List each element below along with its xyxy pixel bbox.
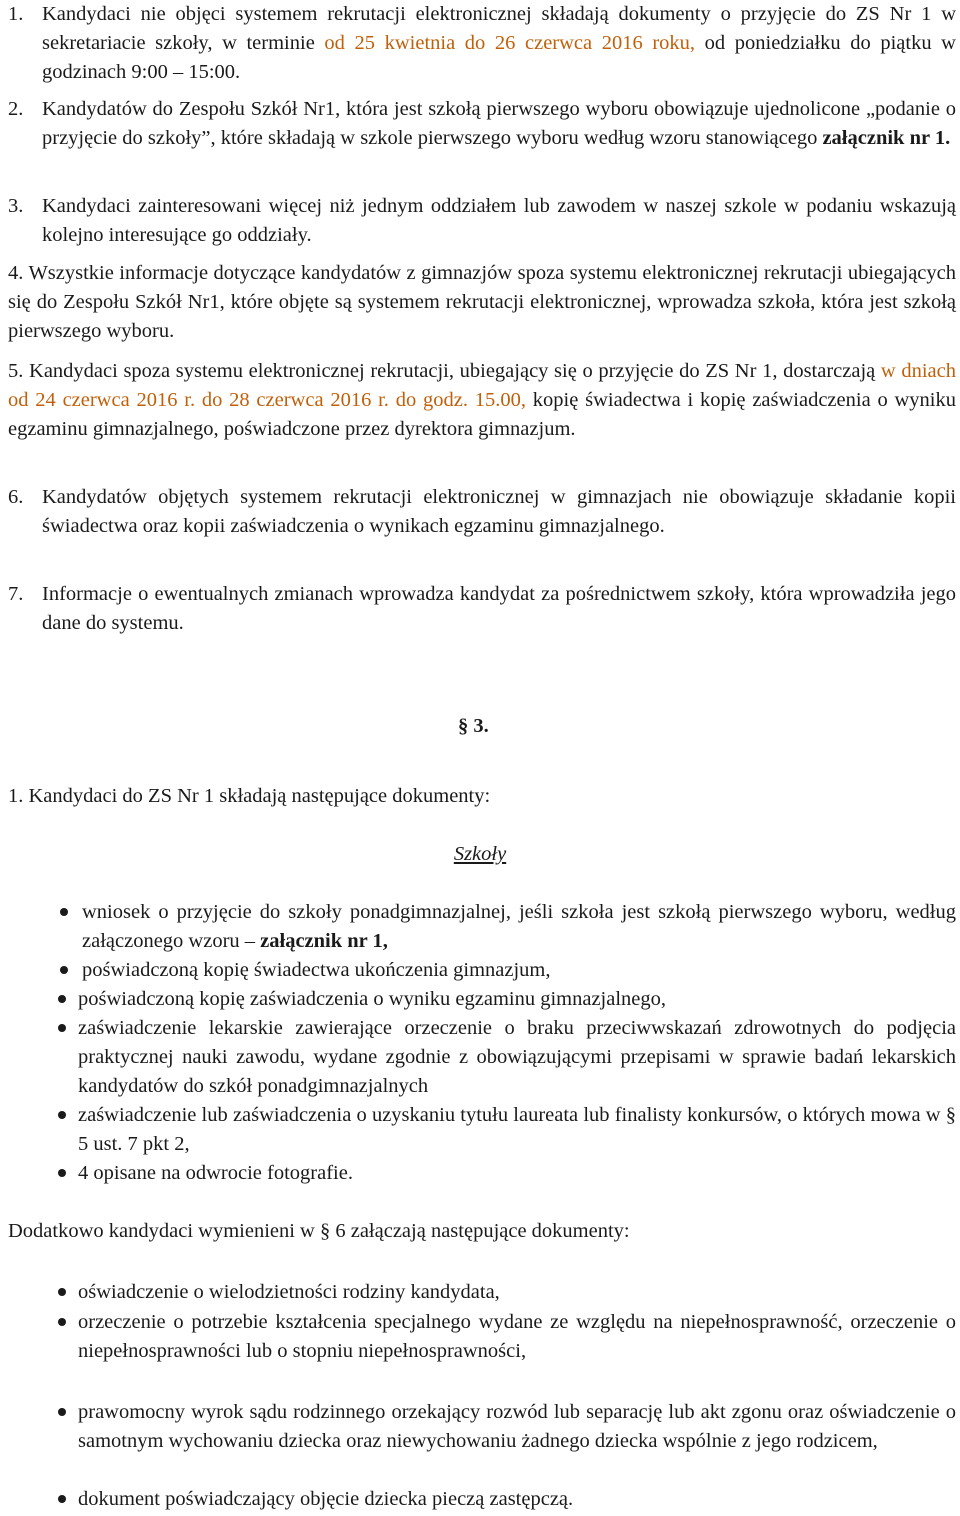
numbered-paragraph: [8, 357, 956, 444]
paragraph-text: Kandydaci spoza systemu elektronicznej rekrutacji, ubiegający się o przyjęcie do ZS Nr 1, dostarczają: [29, 360, 881, 382]
bullet-icon: [58, 1169, 66, 1177]
paragraph-text: Kandydatów do Zespołu Szkół Nr1, która jest szkołą pierwszego wyboru obowiązuje ujednolicone „podanie o przyjęcie do szkoły”, które składają w szkole pierwszego wyboru według wzoru stanowiącego: [42, 98, 956, 149]
bullet-icon: [60, 966, 68, 974]
numbered-paragraph: [42, 0, 956, 87]
numbered-paragraph: Kandydaci zainteresowani więcej niż jednym oddziałem lub zawodem w naszej szkole w podaniu wskazują kolejno interesujące go oddziały.: [42, 195, 956, 246]
attachment-reference: załącznik nr 1,: [260, 930, 388, 952]
paragraph-text: kopię świadectwa i kopię zaświadczenia o wyniku egzaminu gimnazjalnego, poświadczone przez dyrektora gimnazjum.: [8, 389, 956, 440]
list-item: [82, 898, 956, 956]
list-item: zaświadczenie lub zaświadczenia o uzyskaniu tytułu laureata lub finalisty konkursów, o których mowa w § 5 ust. 7 pkt 2,: [78, 1104, 956, 1155]
item-number: 5.: [8, 360, 24, 382]
list-item-text: wniosek o przyjęcie do szkoły ponadgimnazjalnej, jeśli szkoła jest szkołą pierwszego wyboru, według załączonego wzoru –: [82, 901, 956, 952]
bullet-icon: [58, 1318, 66, 1326]
section-intro: 1. Kandydaci do ZS Nr 1 składają następujące dokumenty:: [8, 785, 491, 807]
paragraph-text: Kandydaci nie objęci systemem rekrutacji elektronicznej składają dokumenty o przyjęcie do ZS Nr 1 w sekretariacie szkoły, w terminie: [42, 3, 956, 54]
section-number: § 3.: [458, 715, 489, 737]
bullet-icon: [58, 1288, 66, 1296]
list-item: prawomocny wyrok sądu rodzinnego orzekający rozwód lub separację lub akt zgonu oraz oświadczenie o samotnym wychowaniu dziecka oraz niewychowaniu żadnego dziecka wspólnie z jego rodzicem,: [78, 1401, 956, 1452]
bullet-icon: [58, 1024, 66, 1032]
bullet-icon: [58, 1111, 66, 1119]
list-item: 4 opisane na odwrocie fotografie.: [78, 1162, 353, 1184]
item-number: 6.: [8, 486, 24, 508]
list-item: orzeczenie o potrzebie kształcenia specjalnego wydane ze względu na niepełnosprawność, orzeczenie o niepełnosprawności lub o stopniu niepełnosprawności,: [78, 1311, 956, 1362]
bullet-icon: [58, 1408, 66, 1416]
deadline-highlight: w dniach od 24 czerwca 2016 r. do 28 czerwca 2016 r. do godz. 15.00,: [8, 360, 956, 411]
attachment-reference: załącznik nr 1.: [822, 127, 951, 149]
paragraph-text: od poniedziałku do piątku w godzinach 9:00 – 15:00.: [42, 32, 956, 83]
item-number: 7.: [8, 583, 24, 605]
item-number: 4.: [8, 262, 24, 284]
list-item: dokument poświadczający objęcie dziecka pieczą zastępczą.: [78, 1488, 574, 1510]
list-heading: Szkoły: [453, 843, 507, 865]
numbered-paragraph: [42, 95, 956, 153]
list-item: oświadczenie o wielodzietności rodziny kandydata,: [78, 1281, 500, 1303]
item-number: 2.: [8, 98, 24, 120]
additional-intro: Dodatkowo kandydaci wymienieni w § 6 załączają następujące dokumenty:: [8, 1220, 630, 1242]
bullet-icon: [60, 908, 68, 916]
item-number: 3.: [8, 195, 24, 217]
deadline-highlight: od 25 kwietnia do 26 czerwca 2016 roku,: [324, 32, 696, 54]
numbered-paragraph: Informacje o ewentualnych zmianach wprowadza kandydat za pośrednictwem szkoły, która wprowadziła jego dane do systemu.: [42, 583, 956, 634]
numbered-paragraph: [8, 259, 956, 346]
list-item: poświadczoną kopię świadectwa ukończenia gimnazjum,: [82, 959, 551, 981]
item-number: 1.: [8, 3, 24, 25]
numbered-paragraph: Kandydatów objętych systemem rekrutacji elektronicznej w gimnazjach nie obowiązuje składanie kopii świadectwa oraz kopii zaświadczenia o wynikach egzaminu gimnazjalnego.: [42, 486, 956, 537]
list-item: poświadczoną kopię zaświadczenia o wyniku egzaminu gimnazjalnego,: [78, 988, 667, 1010]
bullet-icon: [58, 995, 66, 1003]
list-item: zaświadczenie lekarskie zawierające orzeczenie o braku przeciwwskazań zdrowotnych do podjęcia praktycznej nauki zawodu, wydane zgodnie z obowiązującymi przepisami w sprawie badań lekarskich kandydatów do szkół ponadgimnazjalnych: [78, 1017, 956, 1097]
paragraph-text: Wszystkie informacje dotyczące kandydatów z gimnazjów spoza systemu elektronicznej rekrutacji ubiegających się do Zespołu Szkół Nr1, które objęte są systemem rekrutacji elektronicznej, wprowadza szkoła, która jest szkołą pierwszego wyboru.: [8, 262, 956, 342]
bullet-icon: [58, 1495, 66, 1503]
